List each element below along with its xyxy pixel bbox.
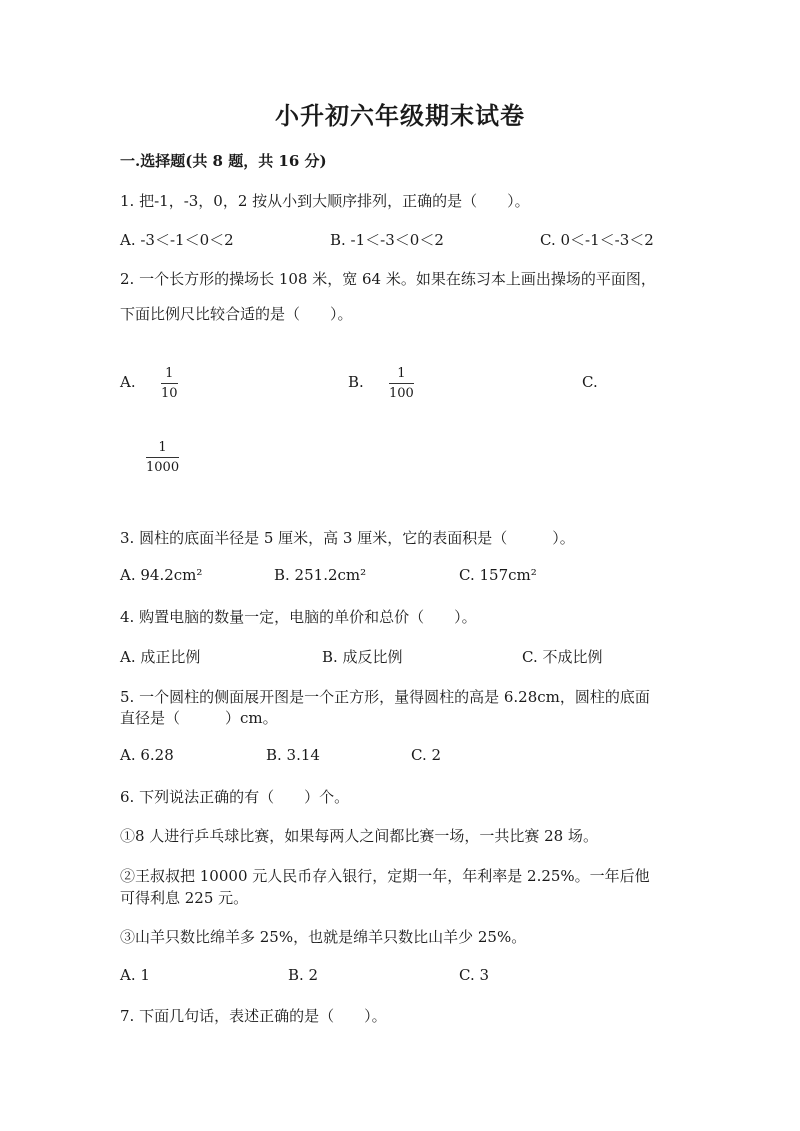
- q6-option-c: C. 3: [459, 966, 490, 984]
- q2-option-a-fraction: [161, 366, 178, 401]
- q3-option-b: B. 251.2cm²: [274, 566, 367, 584]
- q1-option-a: A. -3＜-1＜0＜2: [120, 231, 234, 249]
- q6-statement-1: ①8 人进行乒乓球比赛，如果每两人之间都比赛一场，一共比赛 28 场。: [120, 827, 598, 845]
- fraction-numerator: 1: [158, 440, 167, 455]
- fraction-denominator: 1000: [146, 460, 180, 475]
- fraction-denominator: 10: [161, 386, 178, 401]
- page-title: 小升初六年级期末试卷: [275, 101, 525, 130]
- fraction-bar: [389, 383, 414, 384]
- question-2-line-2: 下面比例尺比较合适的是（ ）。: [120, 305, 353, 323]
- q6-statement-3: ③山羊只数比绵羊多 25%，也就是绵羊只数比山羊少 25%。: [120, 928, 527, 946]
- q1-option-b: B. -1＜-3＜0＜2: [330, 231, 444, 249]
- q2-option-b-fraction: [389, 366, 414, 401]
- fraction-bar: [161, 383, 178, 384]
- fraction-denominator: 100: [389, 386, 414, 401]
- question-2-line-1: 2. 一个长方形的操场长 108 米，宽 64 米。如果在练习本上画出操场的平面图，: [120, 270, 656, 288]
- q6-option-b: B. 2: [288, 966, 319, 984]
- q4-option-a: A. 成正比例: [120, 648, 201, 666]
- section-heading: 一.选择题(共 8 题，共 16 分): [120, 152, 327, 170]
- q4-option-c: C. 不成比例: [522, 648, 603, 666]
- q3-option-c: C. 157cm²: [459, 566, 537, 584]
- fraction-numerator: 1: [397, 366, 406, 381]
- q3-option-a: A. 94.2cm²: [120, 566, 203, 584]
- question-1: 1. 把-1，-3，0，2 按从小到大顺序排列，正确的是（ ）。: [120, 192, 530, 210]
- q5-option-a: A. 6.28: [120, 746, 174, 764]
- q6-statement-2-line-2: 可得利息 225 元。: [120, 889, 249, 907]
- fraction-bar: [146, 457, 179, 458]
- q2-option-c-fraction: [146, 440, 179, 475]
- q5-option-b: B. 3.14: [266, 746, 320, 764]
- q2-option-a-label: A.: [120, 373, 136, 391]
- q2-option-c-label: C.: [582, 373, 598, 391]
- q2-option-b-label: B.: [348, 373, 364, 391]
- q6-option-a: A. 1: [120, 966, 150, 984]
- question-3: 3. 圆柱的底面半径是 5 厘米，高 3 厘米，它的表面积是（ ）。: [120, 529, 575, 547]
- question-7: 7. 下面几句话，表述正确的是（ ）。: [120, 1007, 387, 1025]
- question-4: 4. 购置电脑的数量一定，电脑的单价和总价（ ）。: [120, 608, 477, 626]
- question-5-line-2: 直径是（ ）cm。: [120, 709, 278, 727]
- q5-option-c: C. 2: [411, 746, 442, 764]
- question-6: 6. 下列说法正确的有（ ）个。: [120, 788, 350, 806]
- q1-option-c: C. 0＜-1＜-3＜2: [540, 231, 654, 249]
- question-5-line-1: 5. 一个圆柱的侧面展开图是一个正方形，量得圆柱的高是 6.28cm，圆柱的底面: [120, 688, 650, 706]
- q6-statement-2-line-1: ②王叔叔把 10000 元人民币存入银行，定期一年，年利率是 2.25%。一年后他: [120, 867, 650, 885]
- q4-option-b: B. 成反比例: [322, 648, 403, 666]
- fraction-numerator: 1: [165, 366, 174, 381]
